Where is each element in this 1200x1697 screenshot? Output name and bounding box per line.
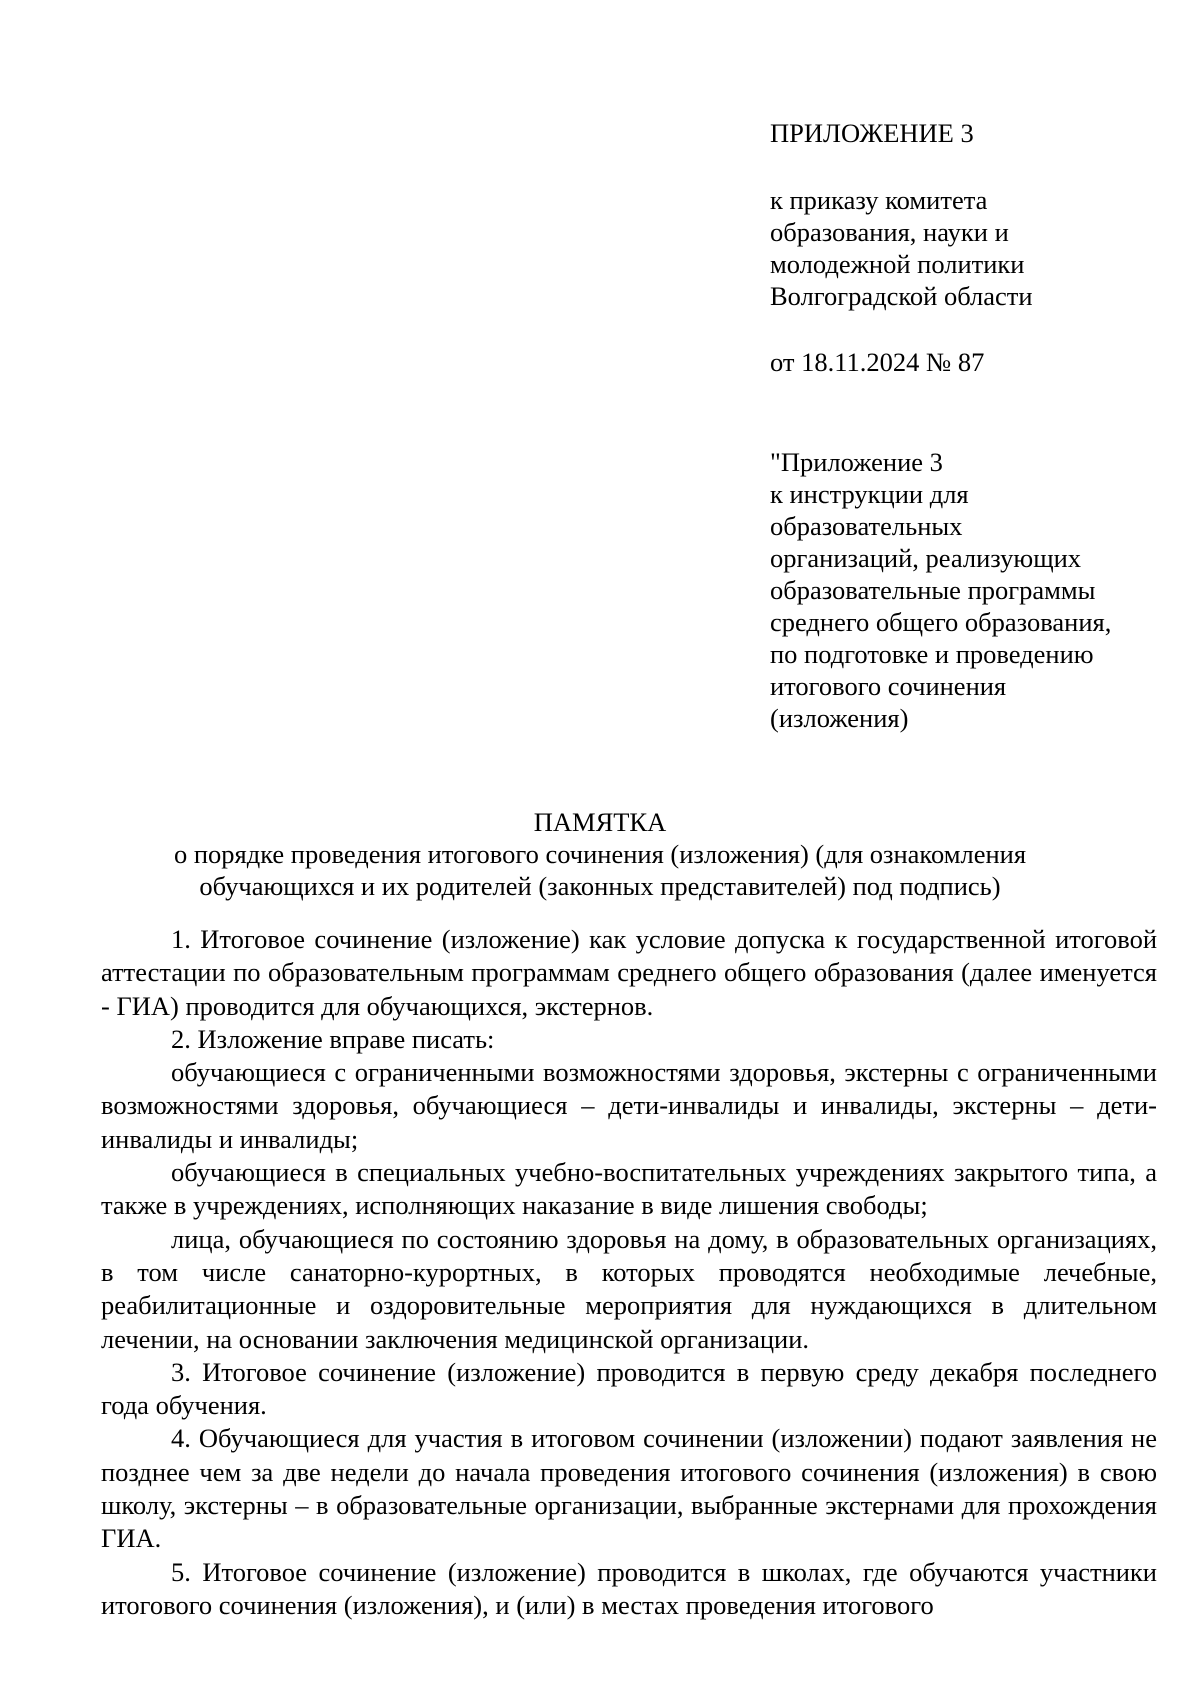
instruction-line: по подготовке и проведению: [770, 639, 1094, 669]
instruction-line: организаций, реализующих: [770, 543, 1082, 573]
order-line: к приказу комитета: [770, 185, 988, 215]
paragraph-2-item-1: обучающиеся с ограниченными возможностями здоровья, экстерны с ограниченными возможностями здоровья, обучающиеся – дети-инвалиды и инвалиды, экстерны – дети-инвалиды и инвалиды;: [101, 1057, 1157, 1154]
memo-header: [100, 806, 1100, 902]
instruction-line: образовательные программы: [770, 575, 1096, 605]
memo-subtitle-line: о порядке проведения итогового сочинения (изложения) (для ознакомления: [173, 839, 1027, 869]
order-date-line: от 18.11.2024 № 87: [770, 347, 985, 377]
memo-subtitle-line: обучающихся и их родителей (законных представителей) под подпись): [199, 871, 1001, 901]
instruction-line: к инструкции для: [770, 479, 969, 509]
paragraph-2-item-3: лица, обучающиеся по состоянию здоровья на дому, в образовательных организациях, в том числе санаторно-курортных, в которых проводятся необходимые лечебные, реабилитационные и оздоровительные мероприятия для нуждающихся в длительном лечении, на основании заключения медицинской организации.: [101, 1223, 1157, 1354]
instruction-line: "Приложение 3: [770, 447, 943, 477]
paragraph-5: 5. Итоговое сочинение (изложение) проводится в школах, где обучаются участники итогового сочинения (изложения), и (или) в местах проведения итогового: [101, 1556, 1157, 1620]
attachment-title-text: ПРИЛОЖЕНИЕ 3: [770, 118, 974, 148]
memo-body: [101, 923, 1157, 1622]
attachment-title: [770, 117, 974, 149]
instruction-reference: [770, 446, 1111, 734]
paragraph-1: 1. Итоговое сочинение (изложение) как условие допуска к государственной итоговой аттестации по образовательным программам среднего общего образования (далее именуется - ГИА) проводится для обучающихся, экстернов.: [101, 924, 1157, 1021]
order-line: Волгоградской области: [770, 281, 1033, 311]
instruction-line: образовательных: [770, 511, 963, 541]
instruction-line: среднего общего образования,: [770, 607, 1112, 637]
paragraph-2: 2. Изложение вправе писать:: [171, 1023, 495, 1054]
instruction-line: (изложения): [770, 703, 909, 733]
paragraph-3: 3. Итоговое сочинение (изложение) проводится в первую среду декабря последнего года обучения.: [101, 1356, 1157, 1421]
order-line: молодежной политики: [770, 249, 1025, 279]
order-date-number: [770, 346, 984, 378]
instruction-line: итогового сочинения: [770, 671, 1007, 701]
memo-title: ПАМЯТКА: [533, 807, 667, 837]
attachment-order-reference: [770, 184, 1033, 312]
paragraph-4: 4. Обучающиеся для участия в итоговом сочинении (изложении) подают заявления не позднее чем за две недели до начала проведения итогового сочинения (изложения) в свою школу, экстерны – в образовательные организации, выбранные экстернами для прохождения ГИА.: [101, 1423, 1157, 1554]
order-line: образования, науки и: [770, 217, 1009, 247]
paragraph-2-item-2: обучающиеся в специальных учебно-воспитательных учреждениях закрытого типа, а также в учреждениях, исполняющих наказание в виде лишения свободы;: [101, 1157, 1157, 1221]
